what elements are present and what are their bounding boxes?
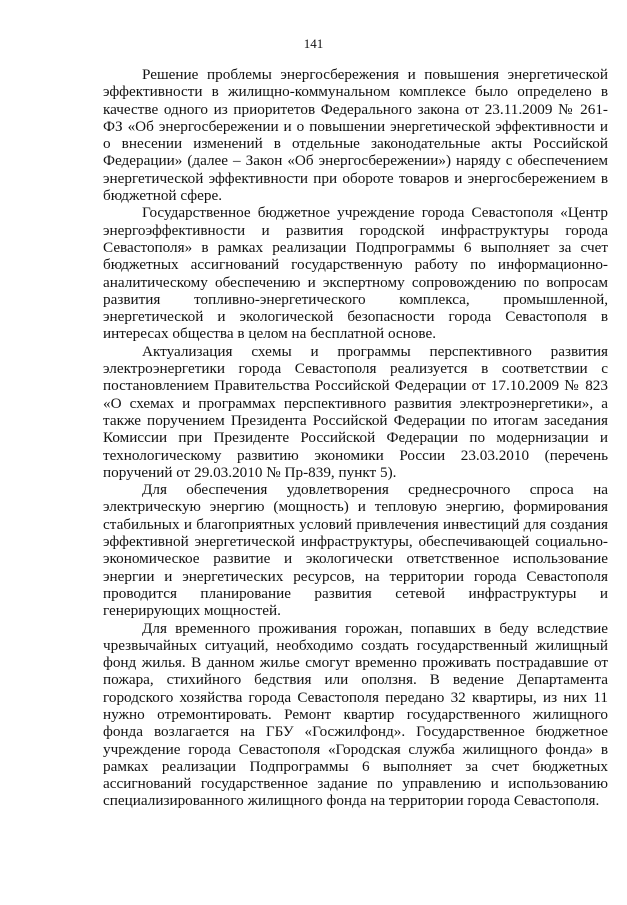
- paragraph-infrastructure-planning: Для обеспечения удовлетворения среднесрочного спроса на электрическую энергию (мощность) и тепловую энергию, формирования стабильных и благоприятных условий привлечения инвестиций для создания эффективной энергетической инфраструктуры, обеспечивающей социально-экономическое развитие и экологически ответственное использование энергии и энергетических ресурсов, на территории города Севастополя проводится планирование развития сетевой инфраструктуры и генерирующих мощностей.: [103, 481, 608, 620]
- paragraph-energy-efficiency-center: Государственное бюджетное учреждение города Севастополя «Центр энергоэффективности и развития городской инфраструктуры города Севастополя» в рамках реализации Подпрограммы 6 выполняет за счет бюджетных ассигнований государственную работу по информационно-аналитическому обеспечению и экспертному сопровождению по вопросам развития топливно-энергетического комплекса, промышленной, энергетической и экологической безопасности города Севастополя в интересах общества в целом на бесплатной основе.: [103, 204, 608, 343]
- document-body: [103, 66, 608, 810]
- paragraph-temporary-housing-fund: Для временного проживания горожан, попавших в беду вследствие чрезвычайных ситуаций, необходимо создать государственный жилищный фонд жилья. В данном жилье смогут временно проживать пострадавшие от пожара, стихийного бедствия или оползня. В ведение Департамента городского хозяйства города Севастополя передано 32 квартиры, из них 11 нужно отремонтировать. Ремонт квартир государственного жилищного фонда возлагается на ГБУ «Госжилфонд». Государственное бюджетное учреждение города Севастополя «Городская служба жилищного фонда» в рамках реализации Подпрограммы 6 выполняет за счет бюджетных ассигнований государственное задание по управлению и использованию специализированного жилищного фонда на территории города Севастополя.: [103, 619, 608, 810]
- page-number: 141: [303, 36, 324, 51]
- paragraph-power-development-scheme: Актуализация схемы и программы перспективного развития электроэнергетики города Севастополя реализуется в соответствии с постановлением Правительства Российской Федерации от 17.10.2009 № 823 «О схемах и программах перспективного развития электроэнергетики», а также поручением Президента Российской Федерации по итогам заседания Комиссии при Президенте Российской Федерации по модернизации и технологическому развитию экономики России 23.03.2010 (перечень поручений от 29.03.2010 № Пр-839, пункт 5).: [103, 342, 608, 481]
- paragraph-energy-saving-law: Решение проблемы энергосбережения и повышения энергетической эффективности в жилищно-коммунальном комплексе было определено в качестве одного из приоритетов Федерального закона от 23.11.2009 № 261-ФЗ «Об энергосбережении и о повышении энергетической эффективности и о внесении изменений в отдельные законодательные акты Российской Федерации» (далее – Закон «Об энергосбережении») наряду с обеспечением энергетической эффективности при обороте товаров и энергосбережением в бюджетной сфере.: [103, 66, 608, 205]
